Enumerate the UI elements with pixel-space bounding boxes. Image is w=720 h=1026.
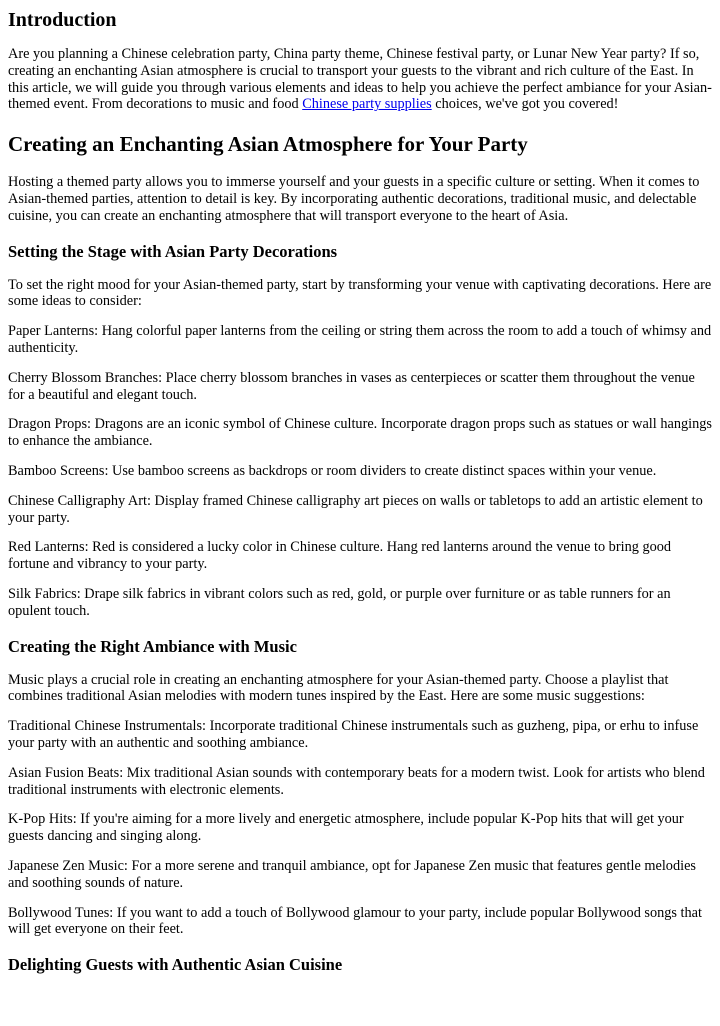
intro-heading: Introduction bbox=[8, 9, 117, 31]
intro-text-before-link: Are you planning a Chinese celebration party, China party theme, Chinese festival party, or Lunar New Year party? If so, creating an enchanting Asian atmosphere is crucial to transport your guests to the vibrant and rich culture of the East. In this article, we will guide you through various elements and ideas to help you achieve the perfect ambiance for your Asian-themed event. From decorations to music and food bbox=[8, 46, 712, 113]
intro-text-after-link: choices, we've got you covered! bbox=[431, 96, 619, 113]
intro-paragraph bbox=[8, 46, 712, 113]
decoration-item: Chinese Calligraphy Art: Display framed Chinese calligraphy art pieces on walls or tabletops to add an artistic element to your party. bbox=[8, 492, 703, 526]
section-heading: Creating an Enchanting Asian Atmosphere for Your Party bbox=[8, 132, 528, 157]
section-paragraph: Hosting a themed party allows you to immerse yourself and your guests in a specific culture or setting. When it comes to Asian-themed parties, attention to detail is key. By incorporating authentic decorations, traditional music, and delectable cuisine, you can create an enchanting atmosphere that will transport everyone to the heart of Asia. bbox=[8, 174, 700, 224]
decoration-item: Cherry Blossom Branches: Place cherry blossom branches in vases as centerpieces or scatter them throughout the venue for a beautiful and elegant touch. bbox=[8, 369, 695, 403]
decoration-item: Bamboo Screens: Use bamboo screens as backdrops or room dividers to create distinct spaces within your venue. bbox=[8, 462, 657, 479]
decoration-item: Red Lanterns: Red is considered a lucky color in Chinese culture. Hang red lanterns around the venue to bring good fortune and vibrancy to your party. bbox=[8, 539, 672, 573]
decorations-heading: Setting the Stage with Asian Party Decorations bbox=[8, 241, 338, 261]
music-item: Asian Fusion Beats: Mix traditional Asian sounds with contemporary beats for a modern twist. Look for artists who blend traditional instruments with electronic elements. bbox=[8, 764, 705, 798]
music-intro: Music plays a crucial role in creating an enchanting atmosphere for your Asian-themed party. Choose a playlist that combines traditional Asian melodies with modern tunes inspired by the East. Here are some music suggestions: bbox=[8, 671, 669, 705]
cuisine-heading: Delighting Guests with Authentic Asian Cuisine bbox=[8, 955, 343, 975]
decorations-intro: To set the right mood for your Asian-themed party, start by transforming your venue with captivating decorations. Here are some ideas to consider: bbox=[8, 276, 712, 310]
music-item: Japanese Zen Music: For a more serene and tranquil ambiance, opt for Japanese Zen music that features gentle melodies and soothing sounds of nature. bbox=[8, 857, 696, 891]
music-item: Traditional Chinese Instrumentals: Incorporate traditional Chinese instrumentals such as guzheng, pipa, or erhu to infuse your party with an authentic and soothing ambiance. bbox=[8, 718, 699, 751]
music-item: Bollywood Tunes: If you want to add a touch of Bollywood glamour to your party, include popular Bollywood songs that will get everyone on their feet. bbox=[8, 904, 702, 938]
decoration-item: Silk Fabrics: Drape silk fabrics in vibrant colors such as red, gold, or purple over furniture or as table runners for an opulent touch. bbox=[8, 585, 671, 619]
music-item: K-Pop Hits: If you're aiming for a more lively and energetic atmosphere, include popular K-Pop hits that will get your guests dancing and singing along. bbox=[8, 811, 684, 845]
article bbox=[0, 8, 720, 975]
chinese-party-supplies-link[interactable]: Chinese party supplies bbox=[302, 96, 432, 113]
decoration-item: Paper Lanterns: Hang colorful paper lanterns from the ceiling or string them across the room to add a touch of whimsy and authenticity. bbox=[8, 323, 712, 356]
music-heading: Creating the Right Ambiance with Music bbox=[8, 636, 297, 656]
decoration-item: Dragon Props: Dragons are an iconic symbol of Chinese culture. Incorporate dragon props such as statues or wall hangings to enhance the ambiance. bbox=[8, 416, 712, 450]
